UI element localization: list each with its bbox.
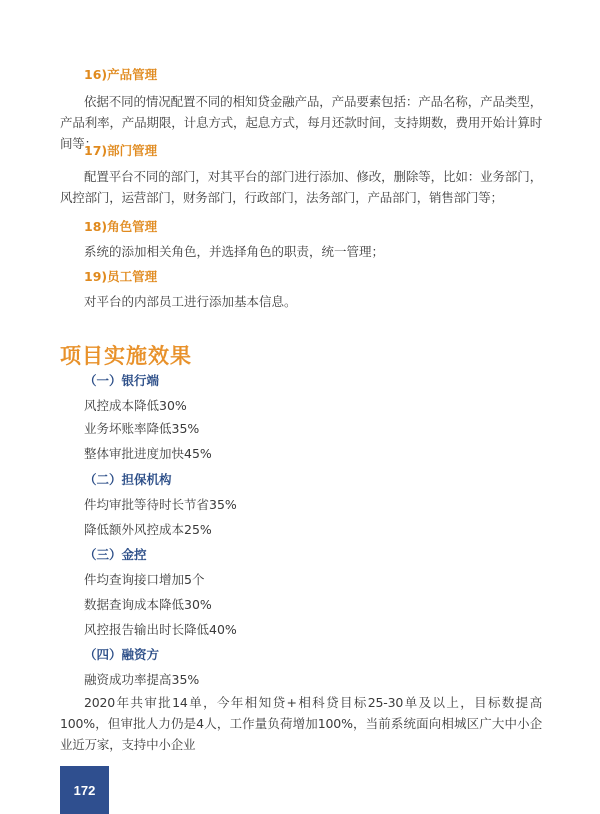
heading-bank: （一）银行端 [84, 373, 160, 388]
list-item: 融资成功率提高35% [84, 672, 200, 687]
paragraph-product-management: 依据不同的情况配置不同的相知贷金融产品，产品要素包括：产品名称，产品类型，产品利率，产品期限，计息方式，起息方式，每月还款时间，支持期数，费用开始计算时间等； [60, 94, 542, 151]
list-item: 数据查询成本降低30% [84, 597, 212, 612]
page-number: 172 [73, 782, 96, 798]
list-item: 整体审批进度加快45% [84, 446, 212, 461]
list-item: 风控成本降低30% [84, 398, 187, 413]
paragraph-closing: 2020年共审批14单，今年相知贷+相科贷目标25-30单及以上，目标数提高100%，但审批人力仍是4人，工作量负荷增加100%，当前系统面向相城区广大中小企业近万家，支持中小企业 [60, 695, 542, 752]
page-number-badge [60, 766, 109, 814]
list-item: 件均审批等待时长节省35% [84, 497, 237, 512]
list-item: 件均查询接口增加5个 [84, 572, 205, 587]
paragraph-staff-management: 对平台的内部员工进行添加基本信息。 [84, 294, 297, 309]
list-item: 降低额外风控成本25% [84, 522, 212, 537]
paragraph-role-management: 系统的添加相关角色，并选择角色的职责，统一管理； [84, 244, 385, 259]
heading-guarantee-institution: （二）担保机构 [84, 472, 172, 487]
heading-staff-management: 19)员工管理 [84, 269, 158, 284]
heading-financing-party: （四）融资方 [84, 647, 160, 662]
heading-department-management: 17)部门管理 [84, 143, 158, 158]
heading-product-management: 16)产品管理 [84, 67, 158, 82]
section-title: 项目实施效果 [60, 343, 192, 368]
list-item: 风控报告输出时长降低40% [84, 622, 237, 637]
heading-role-management: 18)角色管理 [84, 219, 158, 234]
paragraph-department-management: 配置平台不同的部门，对其平台的部门进行添加、修改，删除等，比如：业务部门，风控部门，运营部门，财务部门，行政部门，法务部门，产品部门，销售部门等； [60, 169, 542, 205]
list-item: 业务坏账率降低35% [84, 421, 200, 436]
heading-financial-holding: （三）金控 [84, 547, 147, 562]
